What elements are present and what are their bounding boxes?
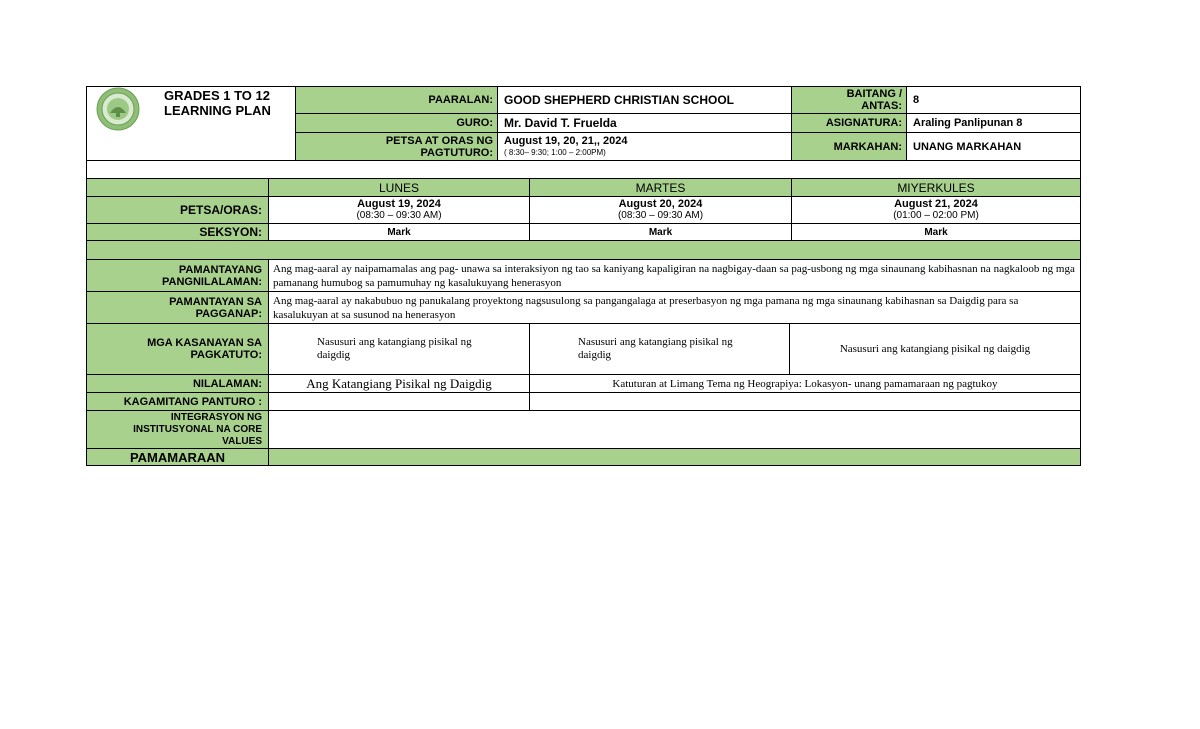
title-line-1: GRADES 1 TO 12 bbox=[164, 88, 270, 103]
nilalaman-martes-miyerkules: Katuturan at Limang Tema ng Heograpiya: Lokasyon- unang pamamaraan ng pagtukoy bbox=[529, 374, 1081, 393]
kasanayan-label-2: PAGKATUTO: bbox=[190, 349, 262, 361]
pagganap-label bbox=[86, 291, 269, 324]
integrasyon-label-2: INSTITUSYONAL NA CORE bbox=[133, 423, 262, 435]
teacher-value: Mr. David T. Fruelda bbox=[497, 113, 792, 133]
green-band-row bbox=[86, 240, 1081, 260]
subject-value: Araling Panlipunan 8 bbox=[906, 113, 1081, 133]
date-dates: August 19, 20, 21,, 2024 bbox=[504, 135, 628, 147]
kagamitan-lunes bbox=[268, 392, 530, 411]
petsa-label: PETSA/ORAS: bbox=[86, 196, 269, 224]
date-miyerkules-time: (01:00 – 02:00 PM) bbox=[893, 210, 979, 221]
spacer-row bbox=[86, 160, 1081, 179]
nilalaman-label: NILALAMAN: bbox=[86, 374, 269, 393]
quarter-value: UNANG MARKAHAN bbox=[906, 132, 1081, 161]
kasanayan-lunes: Nasusuri ang katangiang pisikal ng daigdig bbox=[268, 323, 530, 375]
grade-value: 8 bbox=[906, 86, 1081, 114]
learning-plan-title bbox=[164, 88, 294, 118]
school-seal-icon bbox=[95, 87, 141, 131]
integrasyon-label-1: INTEGRASYON NG bbox=[170, 411, 262, 423]
title-line-2: LEARNING PLAN bbox=[164, 103, 271, 118]
pagganap-label-2: PAGGANAP: bbox=[195, 307, 262, 320]
date-martes bbox=[529, 196, 792, 224]
pamamaraan-value bbox=[268, 448, 1081, 466]
pangnilalaman-label-1: PAMANTAYANG bbox=[178, 263, 262, 276]
date-label-2: PAGTUTURO: bbox=[420, 146, 493, 159]
kagamitan-martes-miyerkules bbox=[529, 392, 1081, 411]
section-miyerkules: Mark bbox=[791, 223, 1081, 241]
grade-label bbox=[791, 86, 907, 114]
pagganap-text: Ang mag-aaral ay nakabubuo ng panukalang proyektong nagsusulong sa pangangalaga at preserbasyon ng mga pamana ng mga sinaunang kabihasnan sa Daigdig para sa kasalukuyan at sa susunod na henerasyon bbox=[268, 291, 1081, 324]
day-name-lunes: LUNES bbox=[268, 178, 530, 197]
date-lunes bbox=[268, 196, 530, 224]
date-times: ( 8:30– 9:30; 1:00 – 2:00PM) bbox=[504, 148, 606, 157]
pangnilalaman-text: Ang mag-aaral ay naipamamalas ang pag- unawa sa interaksiyon ng tao sa kaniyang kapaligiran na nagbigay-daan sa pag-usbong ng mga sinaunang kabihasnan na nagkaloob ng mga pamanang humubog sa pamumuhay ng kasalukuyang henerasyon bbox=[268, 259, 1081, 292]
school-value: GOOD SHEPHERD CHRISTIAN SCHOOL bbox=[497, 86, 792, 114]
date-miyerkules bbox=[791, 196, 1081, 224]
pagganap-label-1: PAMANTAYAN SA bbox=[169, 295, 262, 308]
date-martes-day: August 20, 2024 bbox=[618, 198, 703, 210]
section-lunes: Mark bbox=[268, 223, 530, 241]
grade-label-1: BAITANG / bbox=[846, 88, 902, 100]
grade-label-2: ANTAS: bbox=[861, 100, 902, 112]
kasanayan-label-1: MGA KASANAYAN SA bbox=[147, 337, 262, 349]
subject-label: ASIGNATURA: bbox=[791, 113, 907, 133]
day-name-martes: MARTES bbox=[529, 178, 792, 197]
integrasyon-value bbox=[268, 410, 1081, 449]
kasanayan-martes: Nasusuri ang katangiang pisikal ng daigdig bbox=[529, 323, 790, 375]
pangnilalaman-label-2: PANGNILALAMAN: bbox=[161, 275, 262, 288]
day-header-blank bbox=[86, 178, 269, 197]
integrasyon-label-3: VALUES bbox=[222, 435, 262, 447]
seksyon-label: SEKSYON: bbox=[86, 223, 269, 241]
date-label-1: PETSA AT ORAS NG bbox=[385, 134, 493, 147]
kasanayan-label bbox=[86, 323, 269, 375]
kagamitan-label: KAGAMITANG PANTURO : bbox=[86, 392, 269, 411]
school-label: PAARALAN: bbox=[295, 86, 498, 114]
date-value bbox=[497, 132, 792, 161]
day-name-miyerkules: MIYERKULES bbox=[791, 178, 1081, 197]
pamamaraan-label: PAMAMARAAN bbox=[86, 448, 269, 466]
teacher-label: GURO: bbox=[295, 113, 498, 133]
nilalaman-lunes: Ang Katangiang Pisikal ng Daigdig bbox=[268, 374, 530, 393]
date-martes-time: (08:30 – 09:30 AM) bbox=[617, 210, 704, 221]
date-lunes-time: (08:30 – 09:30 AM) bbox=[356, 210, 442, 221]
pangnilalaman-label bbox=[86, 259, 269, 292]
date-miyerkules-day: August 21, 2024 bbox=[894, 198, 978, 210]
integrasyon-label bbox=[86, 410, 269, 449]
date-label bbox=[295, 132, 498, 161]
quarter-label: MARKAHAN: bbox=[791, 132, 907, 161]
section-martes: Mark bbox=[529, 223, 792, 241]
kasanayan-miyerkules: Nasusuri ang katangiang pisikal ng daigdig bbox=[789, 323, 1081, 375]
date-lunes-day: August 19, 2024 bbox=[357, 198, 441, 210]
